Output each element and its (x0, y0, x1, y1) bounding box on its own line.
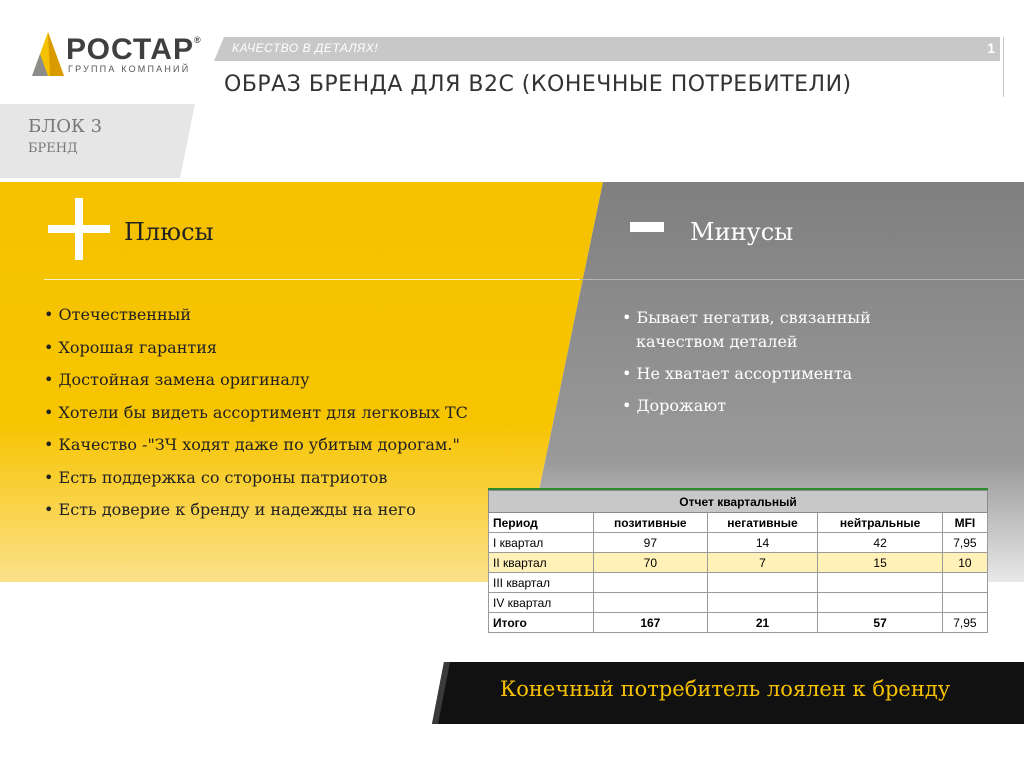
table-cell: 7,95 (942, 613, 987, 633)
list-item: • Достойная замена оригиналу (44, 370, 310, 389)
table-cell: III квартал (489, 573, 594, 593)
logo-subtitle: ГРУППА КОМПАНИЙ (68, 64, 191, 74)
block-title: БЛОК 3 (28, 116, 103, 137)
page-number: 1 (987, 40, 995, 56)
header-cell: MFI (942, 513, 987, 533)
table-cell (942, 593, 987, 613)
table-cell (942, 573, 987, 593)
header-cell: Период (489, 513, 594, 533)
table-cell: 70 (594, 553, 708, 573)
table-cell: 97 (594, 533, 708, 553)
table-cell: 15 (818, 553, 943, 573)
table-top-accent (488, 488, 988, 490)
pros-title: Плюсы (124, 218, 214, 246)
header-bar-corner (214, 37, 224, 61)
pros-list (44, 304, 514, 532)
page-title: ОБРАЗ БРЕНДА ДЛЯ B2C (КОНЕЧНЫЕ ПОТРЕБИТЕЛИ) (224, 72, 852, 97)
table-cell (707, 573, 818, 593)
table-cell: 14 (707, 533, 818, 553)
table-row (489, 573, 988, 593)
logo-triangle-orange (48, 32, 64, 76)
logo-name: РОСТАР® (66, 33, 202, 66)
table-row (489, 553, 988, 573)
list-item: • Отечественный (44, 305, 192, 324)
table-total-row (489, 613, 988, 633)
list-item: • Есть поддержка со стороны патриотов (44, 467, 388, 487)
list-item: • Хорошая гарантия (44, 337, 217, 357)
table-row (489, 593, 988, 613)
conclusion-text: Конечный потребитель лоялен к бренду (500, 677, 951, 701)
table-cell (707, 593, 818, 613)
table-cell (594, 593, 708, 613)
table-cell: II квартал (489, 553, 594, 573)
table-cell: 21 (707, 613, 818, 633)
table-cell (818, 593, 943, 613)
table-cell: I квартал (489, 533, 594, 553)
cons-divider (580, 279, 1024, 280)
cons-list (622, 306, 922, 426)
table-cell: 7 (707, 553, 818, 573)
list-item: • Бывает негатив, связанный качеством деталей (622, 308, 871, 351)
list-item: • Не хватает ассортимента (622, 364, 853, 383)
block-subtitle: БРЕНД (28, 141, 78, 156)
table-cell: 42 (818, 533, 943, 553)
table-caption: Отчет квартальный (489, 491, 988, 513)
header-divider (1003, 37, 1004, 97)
minus-icon (630, 222, 664, 232)
table-cell: 167 (594, 613, 708, 633)
table-cell: Итого (489, 613, 594, 633)
list-item: • Хотели бы видеть ассортимент для легковых ТС (44, 402, 468, 422)
table-header-row (489, 513, 988, 533)
table-cell: 7,95 (942, 533, 987, 553)
quarterly-report-table (488, 490, 988, 633)
list-item: • Качество -"ЗЧ ходят даже по убитым дорогам." (44, 435, 460, 454)
table-cell: IV квартал (489, 593, 594, 613)
plus-icon (48, 198, 110, 260)
cons-title: Минусы (690, 218, 794, 246)
table-cell (594, 573, 708, 593)
tagline: КАЧЕСТВО В ДЕТАЛЯХ! (232, 41, 379, 55)
table-row (489, 533, 988, 553)
header-cell: нейтральные (818, 513, 943, 533)
header-cell: негативные (707, 513, 818, 533)
header-cell: позитивные (594, 513, 708, 533)
pros-divider (44, 279, 580, 280)
table-cell: 10 (942, 553, 987, 573)
table-cell (818, 573, 943, 593)
table-cell: 57 (818, 613, 943, 633)
list-item: • Есть доверие к бренду и надежды на него (44, 500, 416, 519)
list-item: • Дорожают (622, 396, 727, 415)
